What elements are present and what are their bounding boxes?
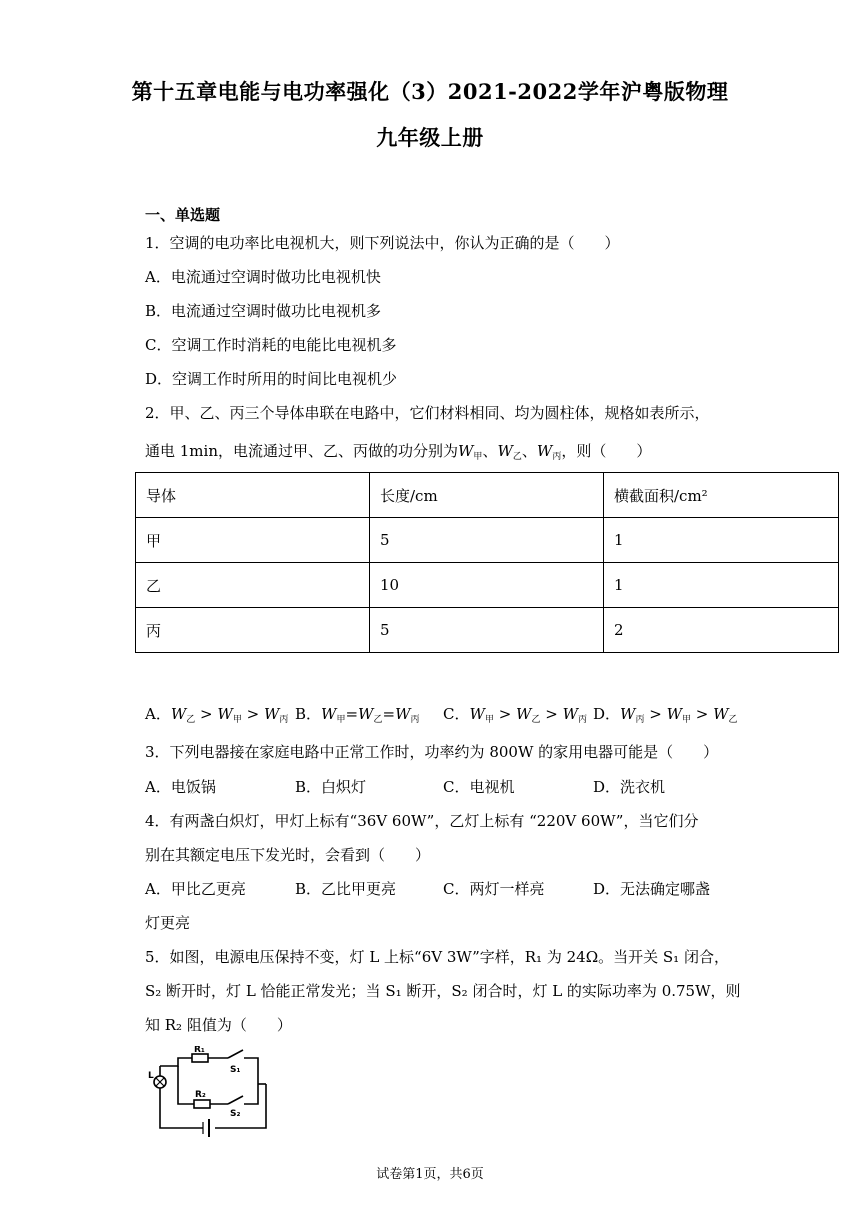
page-footer: 试卷第1页，共6页	[376, 1167, 484, 1182]
table-header-cell: 横截面积/cm²	[604, 473, 839, 518]
conductor-spec-table	[135, 472, 839, 653]
q4-stem-line2: 别在其额定电压下发光时，会看到（ ）	[145, 846, 431, 864]
q3-option-a: A．电饭锅	[145, 778, 216, 796]
label-lamp: L	[148, 1071, 154, 1081]
q4-option-a: A．甲比乙更亮	[145, 880, 246, 898]
circuit-diagram	[148, 1046, 278, 1141]
table-cell: 乙	[136, 563, 370, 608]
label-r1: R₁	[194, 1046, 205, 1055]
table-cell: 2	[604, 608, 839, 653]
q1-option-c: C．空调工作时消耗的电能比电视机多	[145, 336, 397, 354]
q1-option-a: A．电流通过空调时做功比电视机快	[145, 268, 381, 286]
q1-option-d: D．空调工作时所用的时间比电视机少	[145, 370, 398, 388]
q5-stem-line2: S₂ 断开时，灯 L 恰能正常发光；当 S₁ 断开，S₂ 闭合时，灯 L 的实际功率为 0.75W，则	[145, 982, 741, 1000]
q4-option-d: D．无法确定哪盏	[593, 880, 711, 898]
q4-option-d-wrap: 灯更亮	[145, 914, 191, 932]
q2-option-d: D．$W_丙 > W_甲 > W_乙$	[593, 705, 738, 725]
q5-stem-line1: 5．如图，电源电压保持不变，灯 L 上标“6V 3W”字样，R₁ 为 24Ω。当开关 S₁ 闭合，	[145, 948, 729, 966]
q2-option-a: A．$W_乙 > W_甲 > W_丙$	[145, 705, 289, 725]
table-header-cell: 长度/cm	[370, 473, 604, 518]
q1-stem: 1．空调的电功率比电视机大，则下列说法中，你认为正确的是（ ）	[145, 234, 620, 252]
table-cell: 10	[370, 563, 604, 608]
table-header-row	[136, 473, 839, 518]
label-s2: S₂	[230, 1109, 241, 1119]
q3-option-c: C．电视机	[443, 778, 515, 796]
table-cell: 1	[604, 518, 839, 563]
q2-stem-line1: 2．甲、乙、丙三个导体串联在电路中，它们材料相同、均为圆柱体，规格如表所示，	[145, 404, 710, 422]
q2-stem-line2: 通电 1min，电流通过甲、乙、丙做的功分别为$W_甲$、$W_乙$、$W_丙$，则（ ）	[145, 442, 652, 462]
q4-option-c: C．两灯一样亮	[443, 880, 545, 898]
document-title-line2: 九年级上册	[376, 125, 484, 150]
q3-option-b: B．白炽灯	[295, 778, 367, 796]
table-cell: 5	[370, 518, 604, 563]
q3-option-d: D．洗衣机	[593, 778, 666, 796]
section-heading: 一、单选题	[145, 206, 221, 224]
table-cell: 1	[604, 563, 839, 608]
table-row	[136, 518, 839, 563]
q4-option-b: B．乙比甲更亮	[295, 880, 397, 898]
table-header-cell: 导体	[136, 473, 370, 518]
q4-stem-line1: 4．有两盏白炽灯，甲灯上标有“36V 60W”，乙灯上标有 “220V 60W”，当它们分	[145, 812, 699, 830]
table-cell: 丙	[136, 608, 370, 653]
q2-option-c: C．$W_甲 > W_乙 > W_丙$	[443, 705, 588, 725]
document-title-line1: 第十五章电能与电功率强化（3）2021-2022学年沪粤版物理	[131, 79, 729, 104]
q5-stem-line3: 知 R₂ 阻值为（ ）	[145, 1016, 292, 1034]
label-r2: R₂	[195, 1090, 206, 1100]
q1-option-b: B．电流通过空调时做功比电视机多	[145, 302, 382, 320]
table-row	[136, 563, 839, 608]
q3-stem: 3．下列电器接在家庭电路中正常工作时，功率约为 800W 的家用电器可能是（ ）	[145, 743, 719, 761]
label-s1: S₁	[230, 1065, 241, 1075]
table-cell: 5	[370, 608, 604, 653]
q2-option-b: B．$W_甲=W_乙=W_丙$	[295, 705, 420, 725]
table-row	[136, 608, 839, 653]
table-cell: 甲	[136, 518, 370, 563]
